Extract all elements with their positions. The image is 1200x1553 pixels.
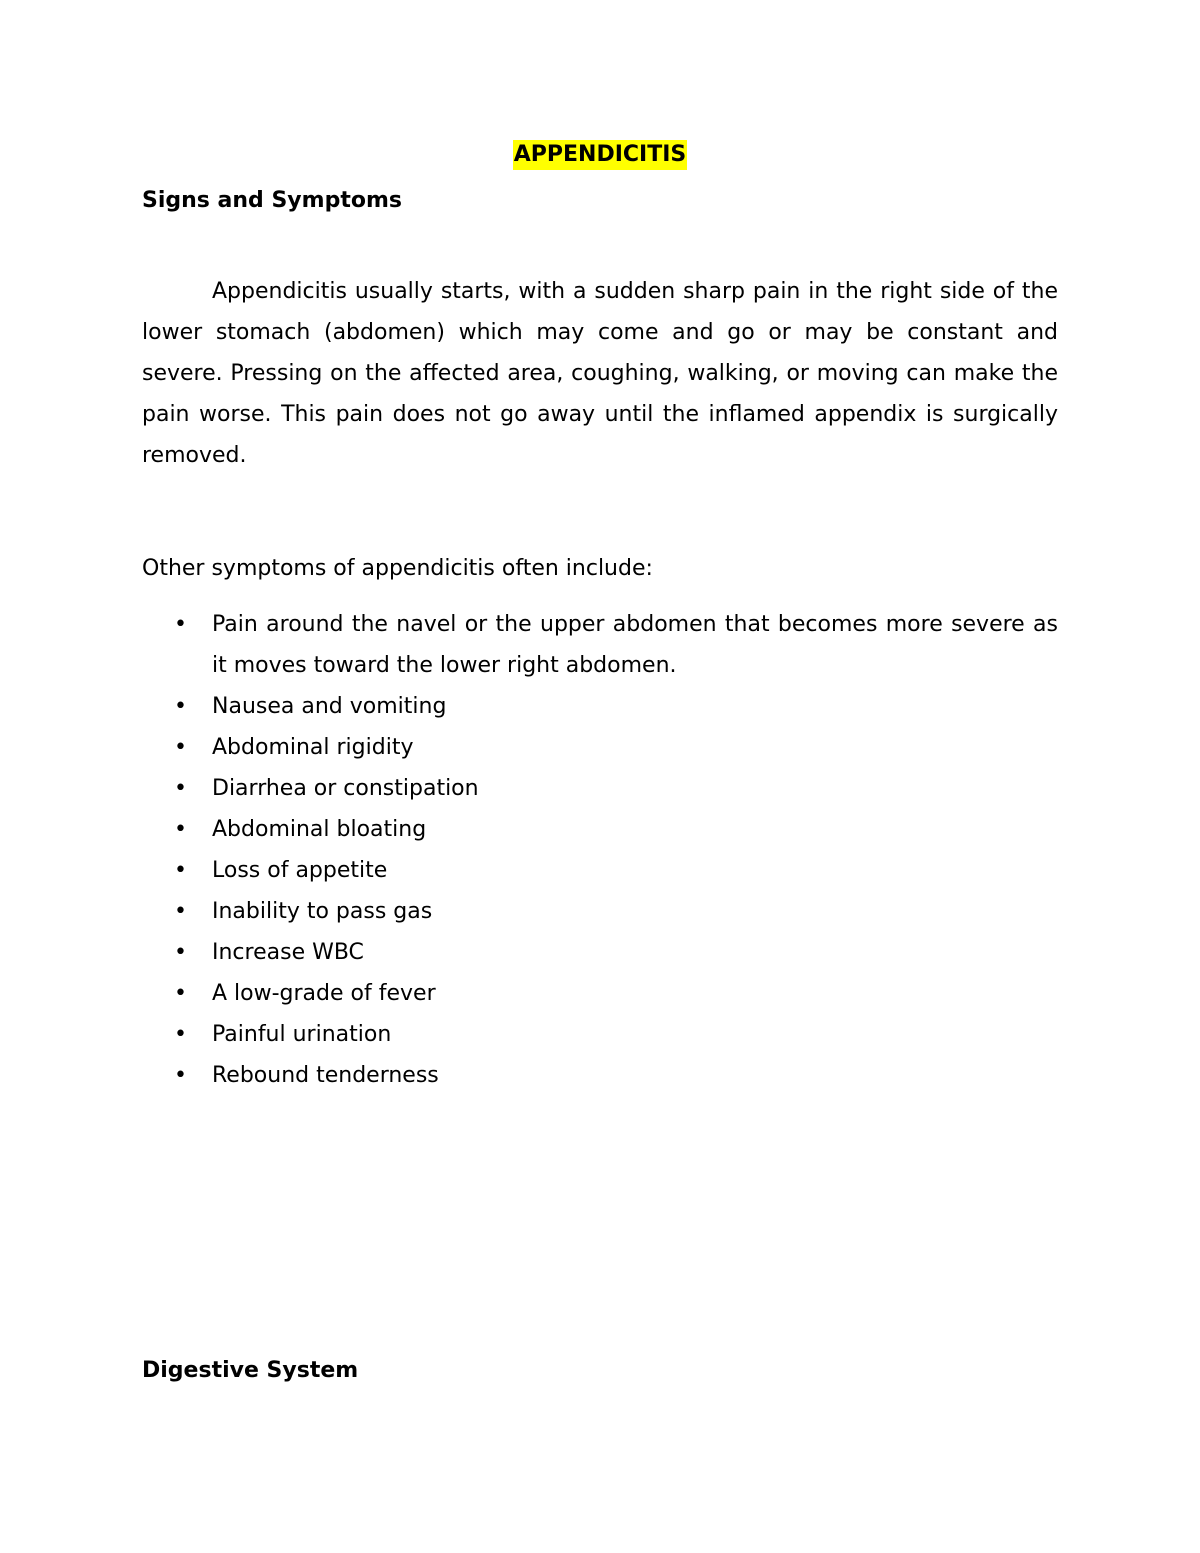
list-item <box>142 891 1058 932</box>
description-paragraph: Appendicitis usually starts, with a sudden sharp pain in the right side of the lower stomach (abdomen) which may come and go or may be constant and severe. Pressing on the affected area, coughing, walking, or moving can make the pain worse. This pain does not go away until the inflamed appendix is surgically removed. <box>142 279 1058 468</box>
list-item-text: A low-grade of fever <box>212 981 436 1006</box>
list-item-text: Rebound tenderness <box>212 1063 439 1088</box>
list-item-text: Painful urination <box>212 1022 392 1047</box>
list-item <box>142 768 1058 809</box>
list-item-text: Loss of appetite <box>212 858 388 883</box>
bullet-icon: • <box>174 1063 187 1088</box>
bullet-icon: • <box>174 899 187 924</box>
list-item <box>142 604 1058 686</box>
list-item <box>142 686 1058 727</box>
bullet-icon: • <box>174 694 187 719</box>
symptoms-intro: Other symptoms of appendicitis often include: <box>142 556 653 581</box>
bullet-icon: • <box>174 776 187 801</box>
title-container <box>142 140 1058 170</box>
bullet-icon: • <box>174 735 187 760</box>
bullet-icon: • <box>174 940 187 965</box>
list-item <box>142 727 1058 768</box>
list-item <box>142 850 1058 891</box>
list-item <box>142 1014 1058 1055</box>
list-item <box>142 809 1058 850</box>
symptom-list <box>142 604 1058 1096</box>
list-item <box>142 973 1058 1014</box>
list-item <box>142 932 1058 973</box>
bullet-icon: • <box>174 817 187 842</box>
bullet-icon: • <box>174 981 187 1006</box>
list-item-text: Abdominal rigidity <box>212 735 414 760</box>
section-heading-signs-and-symptoms: Signs and Symptoms <box>142 188 402 213</box>
section-heading-digestive-system: Digestive System <box>142 1358 359 1383</box>
document-title: APPENDICITIS <box>513 140 688 170</box>
list-item-text: Inability to pass gas <box>212 899 433 924</box>
list-item-text: Nausea and vomiting <box>212 694 447 719</box>
bullet-icon: • <box>174 612 187 637</box>
list-item-text: Abdominal bloating <box>212 817 427 842</box>
list-item <box>142 1055 1058 1096</box>
bullet-icon: • <box>174 1022 187 1047</box>
list-item-text: Pain around the navel or the upper abdomen that becomes more severe as it moves toward the lower right abdomen. <box>212 612 1058 678</box>
bullet-icon: • <box>174 858 187 883</box>
list-item-text: Increase WBC <box>212 940 364 965</box>
list-item-text: Diarrhea or constipation <box>212 776 479 801</box>
